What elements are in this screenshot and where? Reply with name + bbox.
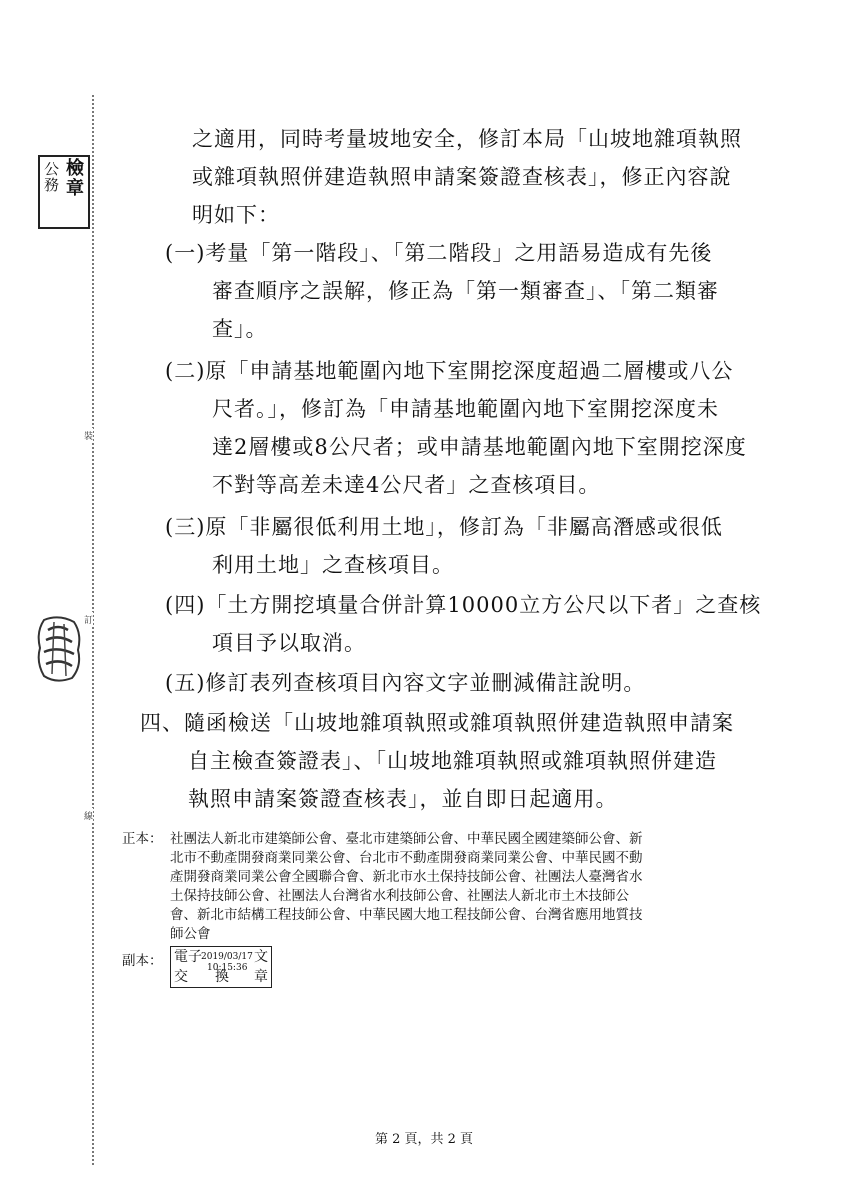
- stamp-col1: 公務: [44, 160, 60, 194]
- stamp-col2: 檢章: [66, 158, 84, 199]
- ec-stamp-br: 章: [254, 969, 268, 985]
- margin-mark-zhuang: 裝: [84, 428, 93, 443]
- item-2-line-4: 不對等高差未達4公尺者」之查核項目。: [212, 473, 601, 497]
- recipients-line-2: 北市不動產開發商業同業公會、台北市不動產開發商業同業公會、中華民國不動: [170, 850, 643, 866]
- intro-line-3: 明如下：: [192, 203, 280, 227]
- ec-stamp-time: 10:15:36: [207, 963, 248, 973]
- item-3-line-1: (三)原「非屬很低利用土地」，修訂為「非屬高潛感或很低: [165, 515, 723, 539]
- item-3-line-2: 利用土地」之查核項目。: [212, 553, 454, 577]
- recipients-line-3: 產開發商業同業公會全國聯合會、新北市水土保持技師公會、社團法人臺灣省水: [170, 869, 643, 885]
- section-4-line-1: 四、隨函檢送「山坡地雜項執照或雜項執照併建造執照申請案: [140, 711, 734, 735]
- ec-stamp-tr: 文: [254, 949, 268, 965]
- ec-stamp-bl: 交: [174, 969, 188, 985]
- copy-label: 副本：: [122, 953, 163, 969]
- binding-line: [92, 95, 94, 1165]
- item-2-line-2: 尺者。」，修訂為「申請基地範圍內地下室開挖深度未: [212, 397, 719, 421]
- margin-mark-ding: 訂: [84, 612, 93, 627]
- recipients-label: 正本：: [122, 831, 163, 847]
- recipients-line-5: 會、新北市結構工程技師公會、中華民國大地工程技師公會、台灣省應用地質技: [170, 907, 643, 923]
- item-1-line-3: 查」。: [212, 317, 268, 341]
- ec-stamp-tl: 電子: [174, 949, 202, 965]
- recipients-line-1: 社團法人新北市建築師公會、臺北市建築師公會、中華民國全國建築師公會、新: [170, 831, 643, 847]
- item-4-line-2: 項目予以取消。: [212, 631, 366, 655]
- intro-line-2: 或雜項執照併建造執照申請案簽證查核表」，修正內容說: [192, 165, 732, 189]
- ec-stamp-bm: 換: [215, 969, 229, 985]
- item-5-line-1: (五)修訂表列查核項目內容文字並刪減備註說明。: [165, 671, 646, 695]
- section-4-line-3: 執照申請案簽證查核表」，並自即日起適用。: [188, 787, 618, 811]
- recipients-line-6: 師公會: [170, 926, 211, 942]
- item-1-line-1: (一)考量「第一階段」、「第二階段」之用語易造成有先後: [165, 241, 713, 265]
- margin-mark-xian: 線: [84, 808, 93, 823]
- official-stamp: [38, 155, 90, 229]
- seal-icon: [34, 612, 84, 684]
- electronic-exchange-stamp: [170, 946, 272, 988]
- item-1-line-2: 審查順序之誤解，修正為「第一類審查」、「第二類審: [212, 279, 719, 303]
- item-2-line-1: (二)原「申請基地範圍內地下室開挖深度超過二層樓或八公: [165, 359, 734, 383]
- item-2-line-3: 達2層樓或8公尺者；或申請基地範圍內地下室開挖深度: [212, 435, 747, 459]
- recipients-line-4: 土保持技師公會、社團法人台灣省水利技師公會、社團法人新北市土木技師公: [170, 888, 629, 904]
- ec-stamp-date: 2019/03/17: [201, 952, 253, 962]
- page-number: 第 2 頁，共 2 頁: [374, 1132, 474, 1147]
- intro-line-1: 之適用，同時考量坡地安全，修訂本局「山坡地雜項執照: [192, 127, 742, 151]
- section-4-line-2: 自主檢查簽證表」、「山坡地雜項執照或雜項執照併建造: [188, 749, 717, 773]
- item-4-line-1: (四)「土方開挖填量合併計算10000立方公尺以下者」之查核: [165, 593, 762, 617]
